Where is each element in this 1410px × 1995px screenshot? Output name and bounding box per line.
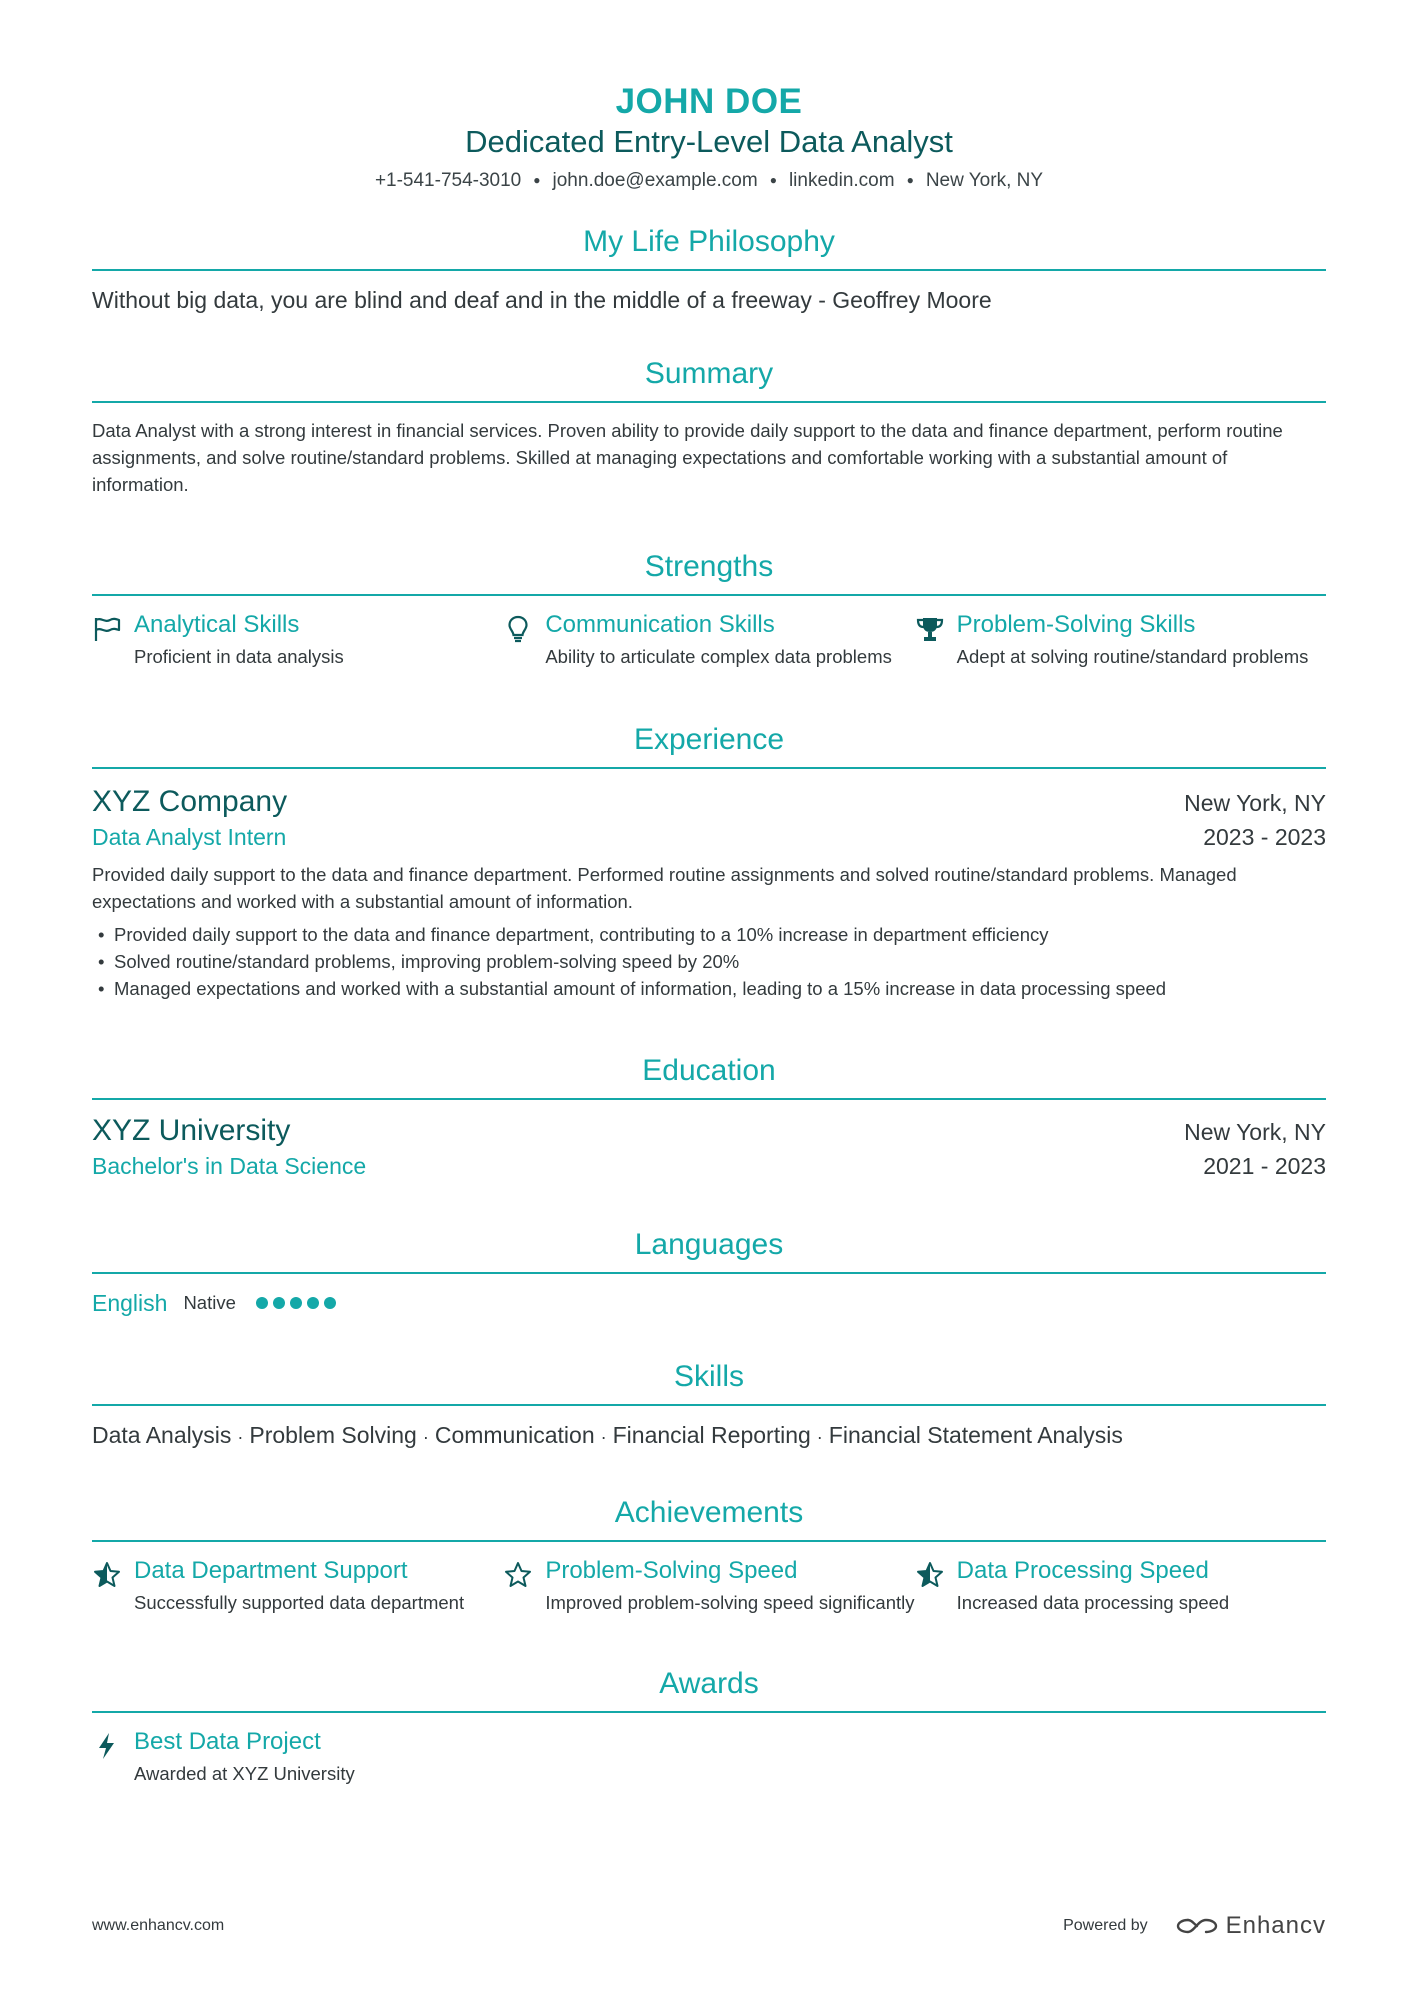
achievement-title: Data Processing Speed <box>956 1557 1209 1584</box>
skill-item: Financial Reporting <box>612 1422 811 1448</box>
proficiency-dot <box>307 1297 319 1309</box>
list-item: • Managed expectations and worked with a substantial amount of information, leading to a 15% increase in data processing speed <box>92 975 1326 1002</box>
brand-name: Enhancv <box>1225 1912 1326 1939</box>
lightning-icon <box>92 1727 134 1786</box>
section-heading: Languages <box>92 1226 1326 1274</box>
degree-title: Bachelor's in Data Science <box>92 1153 367 1179</box>
star-half-icon <box>92 1556 134 1615</box>
footer-url[interactable]: www.enhancv.com <box>92 1917 225 1934</box>
resume-page <box>92 80 1326 1786</box>
achievement-title: Problem-Solving Speed <box>545 1557 798 1584</box>
school-name: XYZ University <box>92 1114 291 1147</box>
skills-section <box>92 1358 1326 1452</box>
contact-linkedin: linkedin.com <box>788 170 895 191</box>
language-level: Native <box>183 1292 236 1313</box>
strength-item <box>503 610 914 669</box>
skills-list: Data Analysis · Problem Solving · Communication · Financial Reporting · Financial Statement Analysis <box>92 1422 1123 1448</box>
star-half-icon <box>915 1556 957 1615</box>
award-desc: Awarded at XYZ University <box>134 1763 355 1784</box>
strength-desc: Proficient in data analysis <box>134 646 344 667</box>
award-item <box>92 1727 520 1786</box>
experience-dates: 2023 - 2023 <box>1203 824 1326 850</box>
proficiency-dots <box>256 1297 341 1309</box>
philosophy-section <box>92 223 1326 315</box>
skill-item: Problem Solving <box>249 1422 417 1448</box>
lightbulb-icon <box>503 610 545 669</box>
page-footer <box>92 1912 1326 1940</box>
strength-item <box>92 610 503 669</box>
section-heading: Education <box>92 1052 1326 1100</box>
achievement-desc: Improved problem-solving speed significantly <box>545 1592 915 1613</box>
contact-phone: +1-541-754-3010 <box>374 170 522 191</box>
contact-location: New York, NY <box>925 170 1044 191</box>
section-heading: Achievements <box>92 1494 1326 1542</box>
section-heading: Awards <box>92 1665 1326 1713</box>
enhancv-logo-icon <box>1174 1914 1220 1938</box>
strength-desc: Ability to articulate complex data problems <box>545 646 892 667</box>
proficiency-dot <box>290 1297 302 1309</box>
skill-item: Data Analysis <box>92 1422 232 1448</box>
section-heading: Strengths <box>92 548 1326 596</box>
candidate-name: JOHN DOE <box>615 82 803 121</box>
strength-desc: Adept at solving routine/standard problems <box>956 646 1309 667</box>
strengths-section <box>92 548 1326 669</box>
education-entry <box>92 1112 1326 1182</box>
section-heading: Experience <box>92 721 1326 769</box>
achievement-desc: Successfully supported data department <box>134 1592 465 1613</box>
strength-title: Analytical Skills <box>134 611 300 638</box>
brand-logo <box>1174 1912 1326 1940</box>
achievement-item <box>92 1556 503 1615</box>
section-heading: Summary <box>92 355 1326 403</box>
achievement-desc: Increased data processing speed <box>956 1592 1230 1613</box>
strength-title: Communication Skills <box>545 611 775 638</box>
proficiency-dot <box>256 1297 268 1309</box>
skill-item: Financial Statement Analysis <box>828 1422 1123 1448</box>
star-outline-icon <box>503 1556 545 1615</box>
list-item: • Solved routine/standard problems, improving problem-solving speed by 20% <box>92 948 1326 975</box>
contact-email: john.doe@example.com <box>552 170 758 191</box>
proficiency-dot <box>273 1297 285 1309</box>
role-title: Data Analyst Intern <box>92 824 287 850</box>
company-name: XYZ Company <box>92 785 288 818</box>
awards-section <box>92 1665 1326 1786</box>
list-item: • Provided daily support to the data and finance department, contributing to a 10% increase in department efficiency <box>92 921 1326 948</box>
achievement-item <box>503 1556 914 1615</box>
experience-section <box>92 721 1326 1002</box>
experience-location: New York, NY <box>1184 790 1326 816</box>
achievements-section <box>92 1494 1326 1615</box>
section-heading: Skills <box>92 1358 1326 1406</box>
education-dates: 2021 - 2023 <box>1203 1153 1326 1179</box>
trophy-icon <box>915 610 957 669</box>
achievement-item <box>915 1556 1326 1615</box>
experience-description: Provided daily support to the data and finance department. Performed routine assignments and solved routine/standard problems. Managed expectations and worked with a substantial amount of information. <box>92 864 1237 912</box>
language-name: English <box>92 1290 168 1316</box>
award-title: Best Data Project <box>134 1728 321 1755</box>
contact-line: +1-541-754-3010 ● john.doe@example.com ● linkedin.com ● New York, NY <box>374 170 1044 191</box>
strength-item <box>915 610 1326 669</box>
flag-icon <box>92 610 134 669</box>
experience-bullets <box>92 921 1326 1002</box>
summary-section <box>92 355 1326 498</box>
skill-item: Communication <box>434 1422 595 1448</box>
languages-section <box>92 1226 1326 1318</box>
philosophy-quote: Without big data, you are blind and deaf and in the middle of a freeway - Geoffrey Moore <box>92 287 992 313</box>
experience-entry <box>92 783 1326 1002</box>
education-location: New York, NY <box>1184 1119 1326 1145</box>
powered-by-label: Powered by <box>1063 1917 1148 1934</box>
education-section <box>92 1052 1326 1182</box>
achievement-title: Data Department Support <box>134 1557 408 1584</box>
footer-branding <box>1063 1912 1326 1940</box>
candidate-title: Dedicated Entry-Level Data Analyst <box>465 124 953 159</box>
proficiency-dot <box>324 1297 336 1309</box>
strength-title: Problem-Solving Skills <box>956 611 1196 638</box>
language-item <box>92 1288 1326 1318</box>
summary-text: Data Analyst with a strong interest in financial services. Proven ability to provide daily support to the data and finance department, perform routine assignments, and solve routine/standard problems. Skilled at managing expectations and comfortable working with a substantial amount of information. <box>92 420 1283 495</box>
section-heading: My Life Philosophy <box>92 223 1326 271</box>
